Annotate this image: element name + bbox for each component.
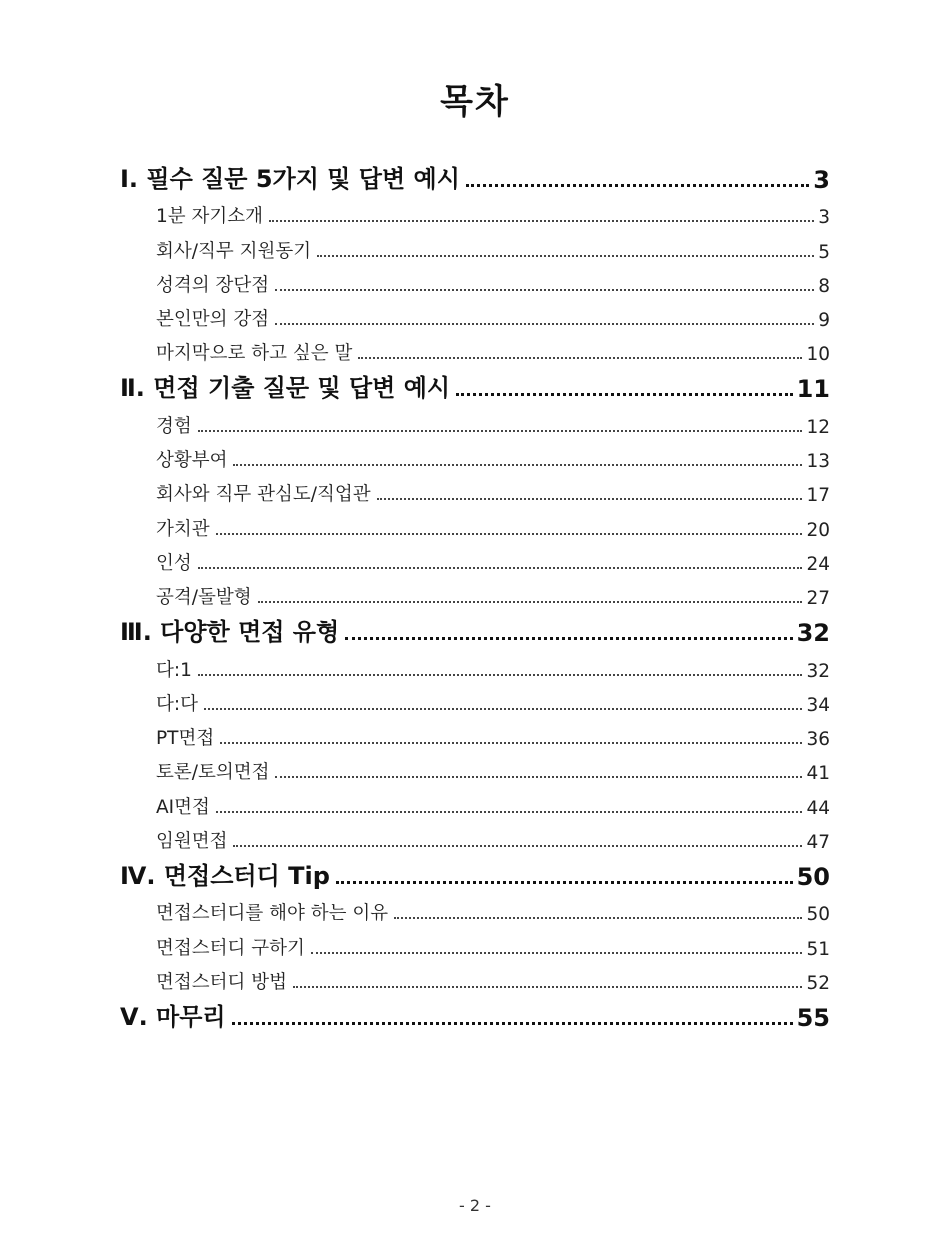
dot-leader [293, 986, 802, 988]
toc-entry-label: 다:1 [156, 659, 192, 681]
toc-page-number: 32 [796, 619, 830, 648]
dot-leader [466, 184, 809, 187]
toc-entry-label: AI면접 [156, 796, 210, 818]
toc-page-number: 9 [818, 310, 830, 332]
dot-leader [456, 393, 793, 396]
toc-page-number: 11 [796, 375, 830, 404]
dot-leader [345, 637, 792, 640]
toc-entry-label: Ⅱ. 면접 기출 질문 및 답변 예시 [120, 374, 451, 403]
toc-item[interactable] [120, 929, 830, 963]
toc-item[interactable] [120, 232, 830, 266]
table-of-contents [120, 160, 830, 1036]
toc-entry-label: 회사와 직무 관심도/직업관 [156, 484, 371, 506]
toc-entry-label: 가치관 [156, 518, 210, 540]
toc-item[interactable] [120, 686, 830, 720]
toc-page-number: 34 [806, 694, 830, 716]
dot-leader [204, 708, 802, 710]
toc-entry-label: 상황부여 [156, 450, 228, 472]
dot-leader [377, 498, 803, 500]
toc-page-number: 44 [806, 797, 830, 819]
toc-entry-label: 다:다 [156, 693, 198, 715]
toc-section[interactable] [120, 857, 830, 895]
toc-page-number: 3 [813, 166, 830, 194]
toc-item[interactable] [120, 720, 830, 754]
toc-page-number: 17 [806, 485, 830, 507]
toc-entry-label: 토론/토의면접 [156, 762, 270, 784]
toc-item[interactable] [120, 301, 830, 335]
dot-leader [336, 881, 793, 884]
dot-leader [233, 464, 802, 466]
toc-entry-label: Ⅳ. 면접스터디 Tip [120, 862, 330, 891]
toc-item[interactable] [120, 579, 830, 613]
toc-entry-label: 본인만의 강점 [156, 309, 270, 331]
toc-entry-label: 임원면접 [156, 831, 228, 853]
toc-item[interactable] [120, 964, 830, 998]
dot-leader [216, 811, 803, 813]
dot-leader [358, 357, 802, 359]
toc-entry-label: 인성 [156, 552, 192, 574]
toc-entry-label: 1분 자기소개 [156, 206, 264, 228]
toc-entry-label: 마지막으로 하고 싶은 말 [156, 343, 353, 365]
toc-section[interactable] [120, 160, 830, 198]
toc-page-number: 8 [818, 275, 830, 297]
toc-entry-label: 면접스터디 구하기 [156, 937, 305, 959]
dot-leader [311, 952, 803, 954]
toc-entry-label: Ⅰ. 필수 질문 5가지 및 답변 예시 [120, 165, 460, 193]
dot-leader [233, 845, 802, 847]
toc-item[interactable] [120, 788, 830, 822]
toc-item[interactable] [120, 510, 830, 544]
dot-leader [269, 220, 814, 222]
toc-item[interactable] [120, 754, 830, 788]
toc-section[interactable] [120, 369, 830, 407]
dot-leader [275, 289, 814, 291]
toc-page-number: 24 [806, 553, 830, 575]
toc-item[interactable] [120, 442, 830, 476]
toc-section[interactable] [120, 613, 830, 651]
dot-leader [394, 917, 802, 919]
toc-item[interactable] [120, 335, 830, 369]
toc-item[interactable] [120, 407, 830, 441]
dot-leader [198, 674, 803, 676]
toc-item[interactable] [120, 476, 830, 510]
dot-leader [198, 567, 803, 569]
page-number-footer: - 2 - [459, 1196, 491, 1215]
toc-page-number: 52 [806, 972, 830, 994]
toc-entry-label: 면접스터디 방법 [156, 971, 287, 993]
dot-leader [220, 742, 802, 744]
dot-leader [216, 533, 803, 535]
toc-item[interactable] [120, 198, 830, 232]
toc-page-number: 55 [796, 1003, 830, 1032]
toc-page-number: 47 [806, 832, 830, 854]
toc-entry-label: 공격/돌발형 [156, 587, 252, 609]
dot-leader [275, 776, 802, 778]
toc-page-number: 36 [806, 729, 830, 751]
toc-page-number: 51 [806, 938, 830, 960]
dot-leader [275, 323, 814, 325]
toc-page-number: 41 [806, 763, 830, 785]
toc-page-number: 12 [806, 416, 830, 438]
toc-item[interactable] [120, 267, 830, 301]
toc-entry-label: Ⅲ. 다양한 면접 유형 [120, 618, 340, 647]
toc-entry-label: 면접스터디를 해야 하는 이유 [156, 903, 389, 925]
toc-page-number: 5 [818, 241, 830, 263]
dot-leader [232, 1022, 793, 1025]
toc-item[interactable] [120, 895, 830, 929]
toc-item[interactable] [120, 823, 830, 857]
dot-leader [198, 430, 803, 432]
toc-page-number: 20 [806, 519, 830, 541]
dot-leader [258, 601, 803, 603]
toc-page-number: 13 [806, 451, 830, 473]
toc-page-number: 50 [796, 863, 830, 892]
page-title: 목차 [440, 82, 510, 122]
dot-leader [317, 255, 814, 257]
toc-entry-label: Ⅴ. 마무리 [120, 1002, 226, 1031]
toc-item[interactable] [120, 651, 830, 685]
toc-item[interactable] [120, 545, 830, 579]
toc-entry-label: 회사/직무 지원동기 [156, 240, 312, 262]
toc-entry-label: 경험 [156, 415, 192, 437]
toc-page-number: 32 [806, 660, 830, 682]
toc-entry-label: 성격의 장단점 [156, 274, 270, 296]
toc-page-number: 10 [806, 344, 830, 366]
toc-entry-label: PT면접 [156, 728, 215, 750]
toc-page-number: 3 [818, 207, 830, 229]
toc-page-number: 27 [806, 588, 830, 610]
toc-section[interactable] [120, 998, 830, 1036]
toc-page-number: 50 [806, 904, 830, 926]
